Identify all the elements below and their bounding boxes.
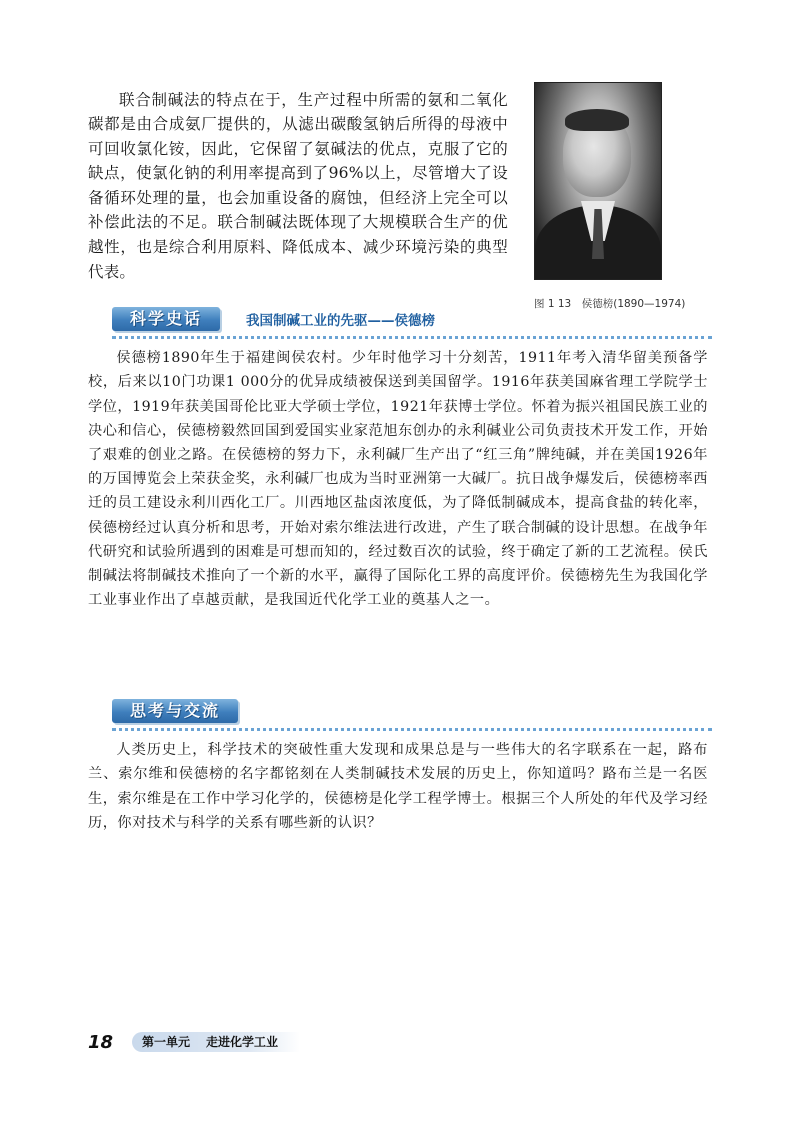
think-discuss-header [112,698,238,724]
science-history-header [112,306,435,332]
science-history-subtitle: 我国制碱工业的先驱——侯德榜 [246,313,436,329]
intro-paragraph: 联合制碱法的特点在于，生产过程中所需的氨和二氧化碳都是由合成氨厂提供的，从滤出碳酸氢钠后所得的母液中可回收氯化铵，因此，它保留了氨碱法的优点，克服了它的缺点，使氯化钠的利用率提高到了96%以上，尽管增大了设备循环处理的量，也会加重设备的腐蚀，但经济上完全可以补偿此法的不足。联合制碱法既体现了大规模联合生产的优越性，也是综合利用原料、降低成本、减少环境污染的典型代表。 [88,90,508,281]
portrait-hair [565,109,629,131]
unit-title: 走进化学工业 [206,1035,279,1049]
page-footer [88,1031,300,1053]
unit-label: 第一单元 [142,1035,191,1049]
science-history-text: 侯德榜1890年生于福建闽侯农村。少年时他学习十分刻苦，1911年考入清华留美预备学校，后来以10门功课1 000分的优异成绩被保送到美国留学。1916年获美国麻省理工学院学士学位，1919年获美国哥伦比亚大学硕士学位，1921年获博士学位。怀着为振兴祖国民族工业的决心和信心，侯德榜毅然回国到爱国实业家范旭东创办的永利碱业公司负责技术开发工作，开始了艰难的创业之路。在侯德榜的努力下，永利碱厂生产出了“红三角”牌纯碱，并在美国1926年的万国博览会上荣获金奖，永利碱厂也成为当时亚洲第一大碱厂。抗日战争爆发后，侯德榜率西迁的员工建设永利川西化工厂。川西地区盐卤浓度低，为了降低制碱成本，提高食盐的转化率，侯德榜经过认真分析和思考，开始对索尔维法进行改进，产生了联合制碱的设计思想。在战争年代研究和试验所遇到的困难是可想而知的，经过数百次的试验，终于确定了新的工艺流程。侯氏制碱法将制碱技术推向了一个新的水平，赢得了国际化工界的高度评价。侯德榜先生为我国化学工业事业作出了卓越贡献，是我国近代化学工业的奠基人之一。 [88,350,708,609]
science-history-badge: 科学史话 [112,307,220,331]
section-divider [112,336,712,339]
chapter-label [132,1032,300,1052]
portrait-photo [534,82,662,280]
think-discuss-text: 人类历史上，科学技术的突破性重大发现和成果总是与一些伟大的名字联系在一起，路布兰、索尔维和侯德榜的名字都铭刻在人类制碱技术发展的历史上，你知道吗？路布兰是一名医生，索尔维是在工作中学习化学的，侯德榜是化学工程学博士。根据三个人所处的年代及学习经历，你对技术与科学的关系有哪些新的认识？ [88,742,708,831]
figure-caption: 图 1 13 侯德榜(1890—1974) [534,298,686,310]
section-divider [112,728,712,731]
think-discuss-badge: 思考与交流 [112,699,238,723]
page-number: 18 [88,1031,114,1053]
